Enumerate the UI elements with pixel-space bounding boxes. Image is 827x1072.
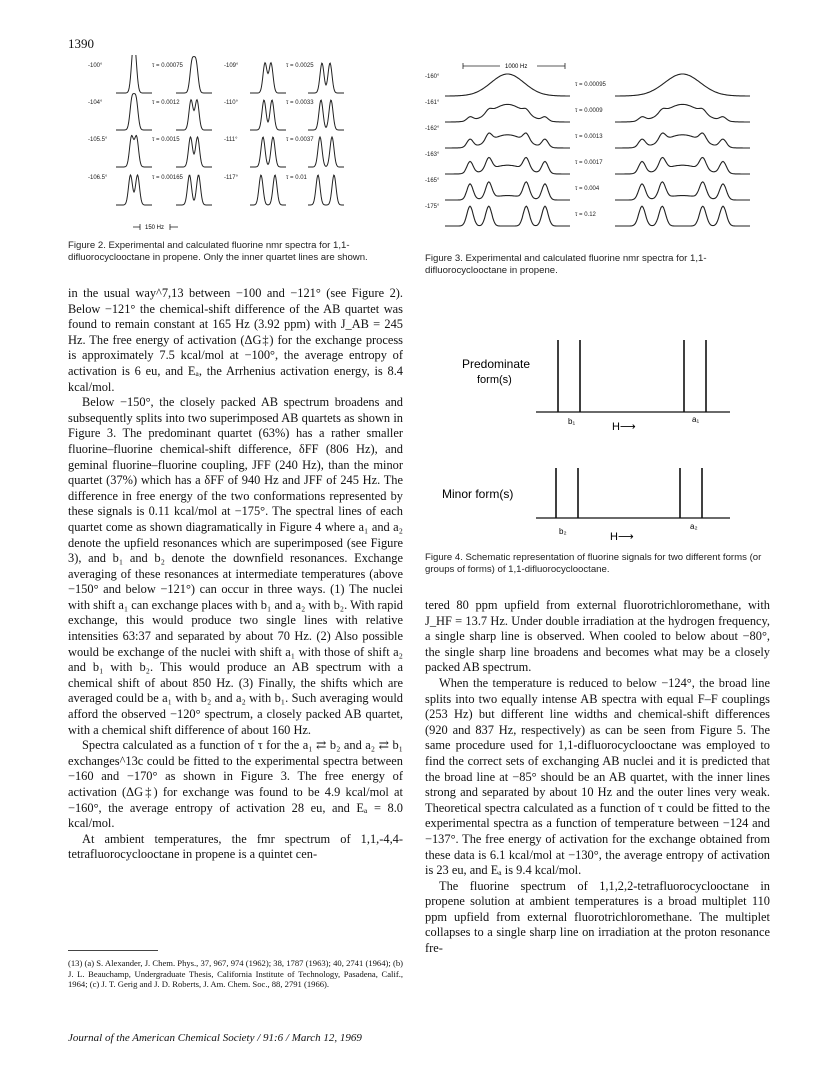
right-column	[425, 598, 770, 957]
fig2-calc-trace	[308, 175, 344, 205]
b2-label: b₂	[559, 527, 567, 536]
fig2-tau-label: τ = 0.0033	[286, 100, 314, 106]
page-number: 1390	[68, 36, 94, 51]
figure-4-caption: Figure 4. Schematic representation of fluorine signals for two different forms (or groups of forms) of 1,1-difluorocyclooctane.	[425, 552, 762, 575]
fig2-exp-trace	[116, 136, 152, 168]
fig3-exp-trace	[445, 206, 570, 226]
figure-2-spectra	[88, 55, 378, 235]
fig3-exp-trace	[445, 104, 570, 122]
fig3-calc-trace	[615, 206, 750, 226]
figure-2-scale: 150 Hz	[145, 225, 165, 231]
fig2-tau-label: τ = 0.0025	[286, 63, 314, 69]
fig2-exp-trace	[116, 175, 152, 205]
fig3-calc-trace	[615, 104, 750, 122]
fig3-exp-trace	[445, 74, 570, 96]
right-paragraph-2: When the temperature is reduced to below −124°, the broad line splits into two equally intense AB spectra with equal F–F couplings (253 Hz) but different line widths and chemical-shift differences (920 and 837 Hz, respectively) as can be seen from Figure 5. The same procedure used for 1,1-difluorocyclooctane was employed to find the correct sets of exchanging AB nuclei and it is predicted that the broad line at −85° should be an AB quartet, with the inner lines strong and separated by about 10 Hz and the outer lines very weak. Theoretical spectra calculated as a function of τ could be fitted to the experimental spectra as a function of temperature between −124 and −137°. The free energy of activation for the exchange obtained from these data is 6.1 kcal/mol at −130°, the average entropy of activation is 23 eu, and Eₐ is 9.4 kcal/mol.	[425, 675, 770, 878]
fig2-tau-label: τ = 0.0015	[152, 137, 180, 143]
fig2-exp-trace	[250, 175, 286, 205]
fig2-temp-label: -104°	[88, 100, 103, 106]
fig3-temp-label: -163°	[425, 152, 440, 158]
fig3-tau-label: τ = 0.12	[575, 212, 596, 218]
a1-label: a₁	[692, 415, 700, 424]
fig3-tau-label: τ = 0.0013	[575, 134, 603, 140]
fig3-tau-label: τ = 0.00095	[575, 82, 606, 88]
fig3-exp-trace	[445, 158, 570, 175]
figure-3-caption: Figure 3. Experimental and calculated fluorine nmr spectra for 1,1-difluorocyclooctane in propene.	[425, 253, 707, 276]
fig3-calc-trace	[615, 182, 750, 200]
fig2-temp-label: -117°	[224, 175, 238, 181]
fig3-calc-trace	[615, 133, 750, 148]
fig2-temp-label: -105.5°	[88, 137, 108, 143]
left-paragraph-3: Spectra calculated as a function of τ for the a₁ ⇄ b₂ and a₂ ⇄ b₁ exchanges^13c could be fitted to the experimental spectra between −160 and −170° as shown in Figure 3. The free energy of activation (ΔG‡) for exchange was found to be 4.9 kcal/mol at −160°, the average entropy of activation 28 eu, and Eₐ = 8.0 kcal/mol.	[68, 738, 403, 831]
fig2-temp-label: -100°	[88, 63, 103, 69]
fig2-exp-trace	[116, 55, 152, 93]
fig3-tau-label: τ = 0.0017	[575, 160, 603, 166]
fig2-temp-label: -111°	[224, 137, 238, 143]
fig3-calc-trace	[615, 74, 750, 96]
b1-label: b₁	[568, 417, 576, 426]
fig2-temp-label: -110°	[224, 100, 238, 106]
right-paragraph-3: The fluorine spectrum of 1,1,2,2-tetrafluorocyclooctane in propene solution at ambient temperatures is a broad multiplet 110 ppm upfield from external fluorotrichloromethane. The multiplet collapses to a single sharp line on irradiation at the proton resonance fre-	[425, 878, 770, 956]
journal-footer: Journal of the American Chemical Society / 91:6 / March 12, 1969	[68, 1032, 362, 1044]
fig3-tau-label: τ = 0.004	[575, 186, 600, 192]
left-paragraph-4: At ambient temperatures, the fmr spectrum of 1,1,-4,4-tetrafluorocyclooctane in propene is a quintet cen-	[68, 831, 403, 862]
a2-label: a₂	[690, 522, 698, 531]
fig2-exp-trace	[250, 137, 286, 167]
predominate-label-2: form(s)	[477, 374, 512, 386]
footnote-rule	[68, 950, 158, 951]
left-paragraph-2: Below −150°, the closely packed AB spectrum broadens and subsequently splits into two superimposed AB quartets as shown in Figure 3. The predominant quartet (63%) has a rather smaller fluorine–fluorine chemical-shift difference, δFF (806 Hz), and geminal fluorine–fluorine coupling, JFF (240 Hz), than the minor quartet (37%) which has a δFF of 940 Hz and JFF of 245 Hz. The difference in free energy of the two conformations represented by these signals is 0.11 kcal/mol at −175°. The spectral lines of each quartet come as shown diagramatically in Figure 4 where a₁ and a₂ denote the upfield resonances which are superimposed (see Figure 3), and b₁ and b₂ denote the downfield resonances. Exchange averaging of these resonances at intermediate temperatures (above −150° and below −121°) can occur in three ways. (1) The nuclei with shift a₁ can exchange places with b₁ and a₂ with b₂. With rapid exchange, this would produce two single lines with relative intensities 63:37 and separated by about 70 Hz. (2) Also possible would be exchange of the nuclei with shift a₁ with those of shift a₂ and b₁ with b₂. This would produce an AB spectrum with a chemical shift of about 850 Hz. (3) Finally, the shifts which are averaged could be a₁ with b₂ and a₂ with b₁. Such averaging would afford the observed −120° spectrum, a closely packed AB quartet, with a chemical shift difference of about 160 Hz.	[68, 395, 403, 737]
fig3-calc-trace	[615, 158, 750, 175]
fig2-calc-trace	[176, 100, 212, 130]
fig2-tau-label: τ = 0.0037	[286, 137, 314, 143]
fig3-exp-trace	[445, 133, 570, 148]
right-paragraph-1: tered 80 ppm upfield from external fluorotrichloromethane, with J_HF = 13.7 Hz. Under double irradiation at the hydrogen frequency, a single sharp line is observed. When cooled to below about −80°, the single sharp line broadens and becomes what may be a closely packed AB spectrum.	[425, 598, 770, 675]
fig3-temp-label: -161°	[425, 100, 440, 106]
fig2-temp-label: -109°	[224, 63, 239, 69]
left-column	[68, 286, 403, 863]
predominate-label: Predominate	[462, 357, 531, 371]
left-paragraph-1: in the usual way^7,13 between −100 and −121° (see Figure 2). Below −121° the chemical-shift difference of the AB quartet was found to remain constant at 165 Hz (3.92 ppm) with J_AB = 245 Hz. The free energy of activation (ΔG‡) for the exchange process is approximately 7.5 kcal/mol at −100°, the average entropy of activation is 6 eu, and Eₐ, the Arrhenius activation energy, is 8.4 kcal/mol.	[68, 286, 403, 394]
fig2-tau-label: τ = 0.00075	[152, 63, 183, 69]
fig3-temp-label: -165°	[425, 178, 440, 184]
footnote: (13) (a) S. Alexander, J. Chem. Phys., 37, 967, 974 (1962); 38, 1787 (1963); 40, 2741 (1964); (b) J. L. Beauchamp, Undergraduate Thesis, California Institute of Technology, Pasadena, Calif., 1964; (c) J. T. Gerig and J. D. Roberts, J. Am. Chem. Soc., 88, 2791 (1966).	[68, 958, 403, 990]
figure-3-scale: 1000 Hz	[505, 64, 528, 70]
axis-label-bottom: H⟶	[610, 531, 634, 543]
fig2-tau-label: τ = 0.01	[286, 175, 307, 181]
fig2-exp-trace	[250, 100, 286, 130]
fig2-temp-label: -106.5°	[88, 175, 108, 181]
fig2-exp-trace	[250, 63, 286, 93]
figure-4-schematic	[430, 320, 760, 545]
fig3-temp-label: -175°	[425, 204, 440, 210]
figure-3-spectra	[425, 58, 765, 253]
figure-2-caption: Figure 2. Experimental and calculated fluorine nmr spectra for 1,1-difluorocyclooctane in propene. Only the inner quartet lines are shown.	[68, 240, 368, 263]
fig2-calc-trace	[176, 137, 212, 167]
fig2-tau-label: τ = 0.0012	[152, 100, 180, 106]
fig2-exp-trace	[116, 94, 152, 130]
fig2-tau-label: τ = 0.00165	[152, 175, 183, 181]
fig3-temp-label: -162°	[425, 126, 440, 132]
fig3-tau-label: τ = 0.0009	[575, 108, 603, 114]
fig3-exp-trace	[445, 182, 570, 200]
fig3-temp-label: -160°	[425, 74, 440, 80]
axis-label-top: H⟶	[612, 421, 636, 433]
minor-form-label: Minor form(s)	[442, 487, 514, 501]
